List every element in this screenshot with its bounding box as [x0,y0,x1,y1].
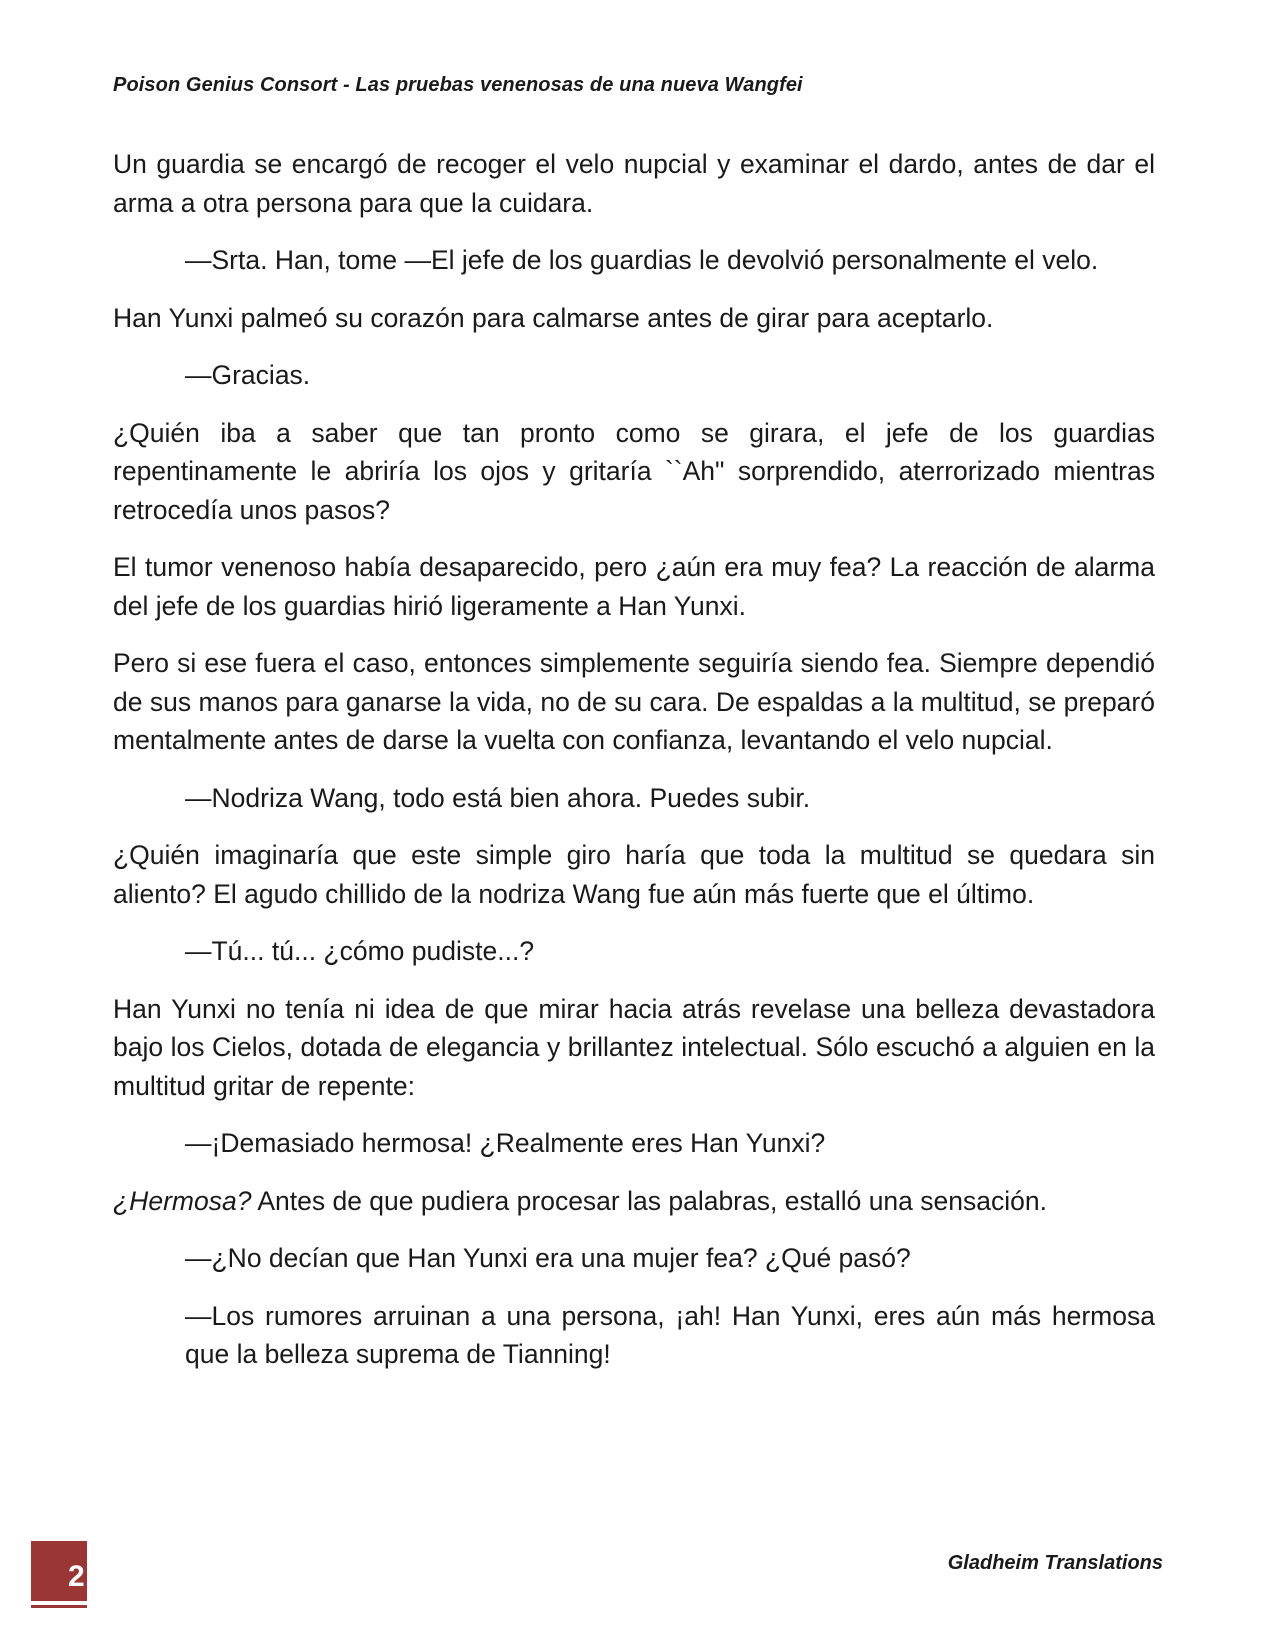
dialogue-paragraph: —¡Demasiado hermosa! ¿Realmente eres Han Yunxi? [185,1128,826,1158]
dialogue-paragraph: —Gracias. [185,360,311,390]
footer-credit: Gladheim Translations [947,1552,1163,1574]
paragraph: El tumor venenoso había desaparecido, pero ¿aún era muy fea? La reacción de alarma del jefe de los guardias hirió ligeramente a Han Yunxi. [113,552,1155,621]
italic-emphasis: ¿Hermosa? [113,1185,252,1216]
header-title: Poison Genius Consort - Las pruebas venenosas de una nueva Wangfei [113,74,803,96]
dialogue-paragraph: —Tú... tú... ¿cómo pudiste...? [185,936,535,966]
paragraph: ¿Quién iba a saber que tan pronto como se girara, el jefe de los guardias repentinamente le abriría los ojos y gritaría ``Ah" sorprendido, aterrorizado mientras retrocedía unos pasos? [113,417,1155,525]
paragraph-text: Antes de que pudiera procesar las palabras, estalló una sensación. [251,1185,1047,1216]
paragraph [113,1182,1155,1221]
paragraph: Han Yunxi palmeó su corazón para calmarse antes de girar para aceptarlo. [113,302,994,333]
dialogue-paragraph: —¿No decían que Han Yunxi era una mujer fea? ¿Qué pasó? [185,1243,911,1273]
page-number-underline [31,1605,87,1608]
body-text [113,145,1155,1393]
dialogue-paragraph: —Los rumores arruinan a una persona, ¡ah! Han Yunxi, eres aún más hermosa que la belleza suprema de Tianning! [185,1300,1155,1369]
dialogue-paragraph: —Nodriza Wang, todo está bien ahora. Puedes subir. [185,782,811,813]
paragraph: Pero si ese fuera el caso, entonces simplemente seguiría siendo fea. Siempre dependió de sus manos para ganarse la vida, no de su cara. De espaldas a la multitud, se preparó mentalmente antes de darse la vuelta con confianza, levantando el velo nupcial. [113,648,1155,755]
paragraph: Han Yunxi no tenía ni idea de que mirar hacia atrás revelase una belleza devastadora bajo los Cielos, dotada de elegancia y brillantez intelectual. Sólo escuchó a alguien en la multitud gritar de repente: [113,993,1155,1101]
page-number: 2 [68,1560,85,1593]
dialogue-paragraph: —Srta. Han, tome —El jefe de los guardias le devolvió personalmente el velo. [185,245,1099,275]
paragraph: ¿Quién imaginaría que este simple giro haría que toda la multitud se quedara sin aliento? El agudo chillido de la nodriza Wang fue aún más fuerte que el último. [113,840,1155,909]
paragraph: Un guardia se encargó de recoger el velo nupcial y examinar el dardo, antes de dar el arma a otra persona para que la cuidara. [113,149,1155,218]
